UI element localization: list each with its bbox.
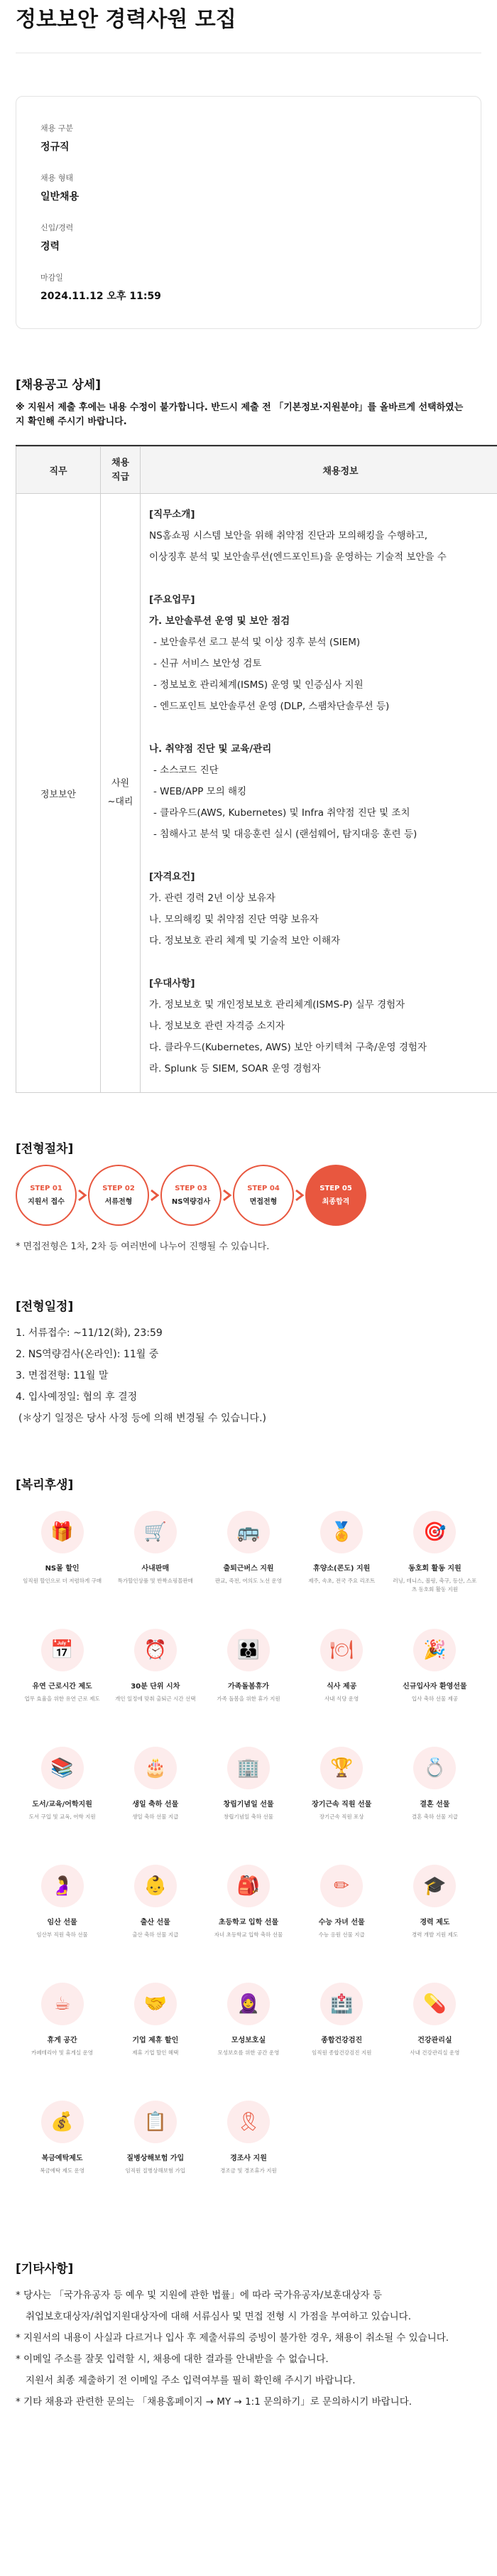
benefit-title: 모성보호실 [231,2037,266,2044]
arrow-right-icon [149,1189,160,1202]
award-icon: 🏆 [320,1747,363,1789]
header-rank [101,447,141,494]
hijab-icon: 🧕 [227,1983,270,2025]
benefit-item [109,1747,202,1865]
benefit-desc: 출산 축하 선물 지급 [132,1931,179,1938]
step-number: STEP 04 [247,1185,280,1192]
preferred-block [149,973,497,1079]
job-intro-block [149,504,497,568]
club-icon: 🎯 [413,1511,456,1553]
benefit-title: 가족돌봄휴가 [228,1683,269,1691]
step-label: NS역량검사 [171,1198,211,1206]
requirements-block [149,866,497,952]
benefit-desc: 가족 돌봄을 위한 휴가 지원 [217,1696,280,1702]
benefit-desc: 임직원 질병상해보험 가입 [125,2167,186,2174]
etc-item: * 지원서의 내용이 사실과 다르거나 입사 후 제출서류의 증빙이 불가한 경우, 채용이 취소될 수 있습니다. [16,2332,449,2344]
benefit-title: 식사 제공 [327,1683,357,1691]
etc-list [16,2285,481,2441]
benefit-item [202,1629,295,1747]
benefit-title: 질병상해보험 가입 [126,2155,185,2162]
submission-notice: ※ 지원서 제출 후에는 내용 수정이 불가합니다. 반드시 제출 전 「기본정보·지원분야」를 올바르게 선택하였는지 확인해 주시기 바랍니다. [16,402,464,427]
etc-item: * 이메일 주소를 잘못 입력할 시, 채용에 대한 결과를 안내받을 수 없습니다. [16,2354,329,2365]
baby-icon: 👶 [134,1865,177,1907]
detail-line: - 클라우드(AWS, Kubernetes) 및 Infra 취약점 진단 및 조치 [153,807,410,819]
benefit-title: 신규입사자 환영선물 [403,1683,467,1691]
benefit-title: 기업 제휴 할인 [132,2037,179,2044]
benefit-desc: 제휴 기업 할인 혜택 [132,2049,179,2056]
step-competency-test [160,1165,222,1226]
benefit-item [202,2101,295,2219]
detail-line: - 침해사고 분석 및 대응훈련 실시 (랜섬웨어, 탐지대응 훈련 등) [153,829,417,840]
building-icon: 🏢 [227,1747,270,1789]
benefit-desc: 임직원 할인으로 더 저렴하게 구매 [23,1578,102,1584]
insurance-icon: 📋 [134,2101,177,2143]
benefit-item [295,1629,388,1747]
benefit-item [295,1747,388,1865]
detail-line: - 정보보호 관리체계(ISMS) 운영 및 인증심사 지원 [153,679,364,691]
benefit-item [388,1983,481,2101]
wedding-icon: 💍 [413,1747,456,1789]
info-employment-type [40,122,457,153]
benefit-title: 생일 축하 선물 [132,1801,179,1809]
benefit-desc: 자녀 초등학교 입학 축하 선물 [214,1931,283,1938]
benefit-desc: 사내 식당 운영 [324,1696,359,1702]
benefits-grid [16,1511,481,2219]
arrow-right-icon [294,1189,305,1202]
step-application [16,1165,77,1226]
benefit-title: 동호회 활동 지원 [408,1565,462,1573]
step-interview [233,1165,294,1226]
detail-line: - 엔드포인트 보안솔루션 운영 (DLP, 스팸차단솔루션 등) [153,701,390,712]
benefit-item [295,1865,388,1983]
benefit-desc: 창립기념일 축하 선물 [223,1814,273,1820]
benefit-item [16,1629,109,1747]
benefit-desc: 생일 축하 선물 지급 [132,1814,179,1820]
benefit-desc: 카페테리아 및 휴게실 운영 [31,2049,94,2056]
detail-line: - 보안솔루션 로그 분석 및 이상 징후 분석 (SIEM) [153,637,361,648]
detail-line: - WEB/APP 모의 해킹 [153,786,247,797]
step-label: 최종합격 [322,1198,350,1206]
benefit-item [202,1747,295,1865]
block-subheading: 나. 취약점 진단 및 교육/관리 [149,743,272,755]
job-table-container[interactable] [16,445,497,1093]
benefit-desc: 결혼 축하 선물 지급 [411,1814,458,1820]
benefit-title: 출산 선물 [140,1919,170,1926]
cell-role: 정보보안 [16,494,101,1093]
benefit-title: 출퇴근버스 지원 [223,1565,274,1573]
benefit-item [16,1865,109,1983]
gift-icon: 🎁 [41,1511,84,1553]
detail-line: 이상징후 분석 및 보안솔루션(엔드포인트)을 운영하는 기술적 보안을 수 [149,551,447,563]
job-table [16,446,497,1093]
benefit-item [388,1511,481,1629]
benefit-item [202,1511,295,1629]
benefit-title: 결혼 선물 [420,1801,450,1809]
arrow-right-icon [222,1189,233,1202]
header-rank-label: 채용 직급 [111,457,130,483]
benefit-desc: 도서 구입 및 교육, 어학 지원 [28,1814,96,1820]
rank-line: ~대리 [107,797,133,807]
block-heading: [자격요건] [149,871,195,883]
cell-rank [101,494,141,1093]
arrow-right-icon [77,1189,88,1202]
main-duties-block [149,589,497,717]
benefit-desc: 수능 응원 선물 지급 [318,1931,365,1938]
info-career-level [40,222,457,253]
detail-line: - 소스코드 진단 [153,765,219,776]
handshake-icon: 🤝 [134,1983,177,2025]
details-section-title: [채용공고 상세] [16,378,101,392]
benefit-desc: 경력 개발 지원 제도 [411,1931,458,1938]
block-subheading: 가. 보안솔루션 운영 및 보안 점검 [149,615,290,627]
etc-item: * 기타 채용과 관련한 문의는 「채용홈페이지 → MY → 1:1 문의하기」로 문의하시기 바랍니다. [16,2396,413,2408]
process-note: * 면접전형은 1차, 2차 등 여러번에 나누어 진행될 수 있습니다. [16,1241,270,1252]
benefit-title: 초등학교 입학 선물 [218,1919,279,1926]
benefit-item [16,1983,109,2101]
cart-icon: 🛒 [134,1511,177,1553]
detail-line: NS홈쇼핑 시스템 보안을 위해 취약점 진단과 모의해킹을 수행하고, [149,530,428,541]
benefit-item [109,2101,202,2219]
benefit-item [109,1865,202,1983]
step-number: STEP 01 [30,1185,62,1192]
cake-icon: 🎂 [134,1747,177,1789]
benefit-desc: 장기근속 직원 포상 [319,1814,364,1820]
benefit-item [202,1983,295,2101]
benefit-title: 종합건강검진 [321,2037,363,2044]
block-heading: [우대사항] [149,978,195,989]
cell-job-details [141,494,497,1093]
step-final-pass [305,1165,366,1226]
schedule-section-title: [전형일정] [16,1300,74,1314]
benefit-item [295,1511,388,1629]
detail-line: 다. 정보보호 관리 체계 및 기술적 보안 이해자 [149,935,341,947]
info-label: 마감일 [40,273,63,282]
benefit-item [109,1629,202,1747]
benefit-desc: 복금예탁 제도 운영 [40,2167,84,2174]
benefit-title: 건강관리실 [417,2037,452,2044]
condolence-icon: 🎗 [227,2101,270,2143]
benefit-desc: 임산부 직원 축하 선물 [36,1931,88,1938]
medal-icon: 🏅 [320,1511,363,1553]
info-value: 2024.11.12 오후 11:59 [40,291,161,302]
benefit-title: 30분 단위 시차 [131,1683,180,1691]
benefit-desc: 임직원 종합건강검진 지원 [311,2049,372,2056]
health-icon: 💊 [413,1983,456,2025]
info-label: 신입/경력 [40,223,74,232]
benefit-item [16,1511,109,1629]
benefit-title: 창립기념일 선물 [223,1801,274,1809]
welcome-icon: 🎉 [413,1629,456,1671]
calendar-icon: 📅 [41,1629,84,1671]
process-steps [16,1165,481,1226]
benefit-item [202,1865,295,1983]
benefit-desc: 러닝, 테니스, 볼링, 축구, 등산, 스포츠 동호회 활동 지원 [393,1578,477,1593]
info-hiring-type [40,172,457,203]
job-info-card [16,96,481,329]
step-number: STEP 03 [175,1185,207,1192]
benefit-item [109,1511,202,1629]
benefit-item [295,1983,388,2101]
schedule-list [16,1322,481,1429]
step-label: 지원서 접수 [28,1198,65,1206]
school-icon: 🎒 [227,1865,270,1907]
bus-icon: 🚌 [227,1511,270,1553]
detail-line: 가. 정보보호 및 개인정보보호 관리체계(ISMS-P) 실무 경험자 [149,999,405,1011]
info-label: 채용 형태 [40,173,74,183]
family-icon: 👪 [227,1629,270,1671]
benefit-title: NS몰 할인 [45,1565,80,1573]
etc-section-title: [기타사항] [16,2262,74,2276]
block-heading: [주요업무] [149,594,195,605]
clock-icon: ⏰ [134,1629,177,1671]
detail-line: 가. 관련 경력 2년 이상 보유자 [149,893,275,904]
step-number: STEP 02 [102,1185,135,1192]
vulnerability-block [149,738,497,845]
process-section-title: [전형절차] [16,1142,74,1156]
rank-line: 사원 [111,778,130,789]
benefit-desc: 특가할인상품 및 반짝쇼핑몰판매 [117,1578,193,1584]
step-number: STEP 05 [320,1185,352,1192]
grad-icon: 🎓 [413,1865,456,1907]
info-value: 일반채용 [40,191,80,203]
book-icon: 📚 [41,1747,84,1789]
benefit-title: 경력 제도 [420,1919,450,1926]
benefit-item [109,1983,202,2101]
header-role: 직무 [16,447,101,494]
block-heading: [직무소개] [149,509,195,520]
etc-item: 지원서 최종 제출하기 전 이메일 주소 입력여부를 필히 확인해 주시기 바랍니다. [26,2375,356,2386]
benefit-title: 복금예탁제도 [41,2155,83,2162]
benefit-title: 휴양소(콘도) 지원 [313,1565,371,1573]
step-label: 서류전형 [104,1198,133,1206]
benefit-desc: 경조금 및 경조휴가 지원 [220,2167,277,2174]
benefit-title: 휴게 공간 [47,2037,77,2044]
benefit-desc: 개인 일정에 맞춰 출퇴근 시간 선택 [115,1696,196,1702]
benefit-item [388,1747,481,1865]
detail-line: - 신규 서비스 보안성 검토 [153,658,262,669]
info-value: 정규직 [40,141,70,153]
schedule-item: 4. 입사예정일: 협의 후 결정 [16,1391,138,1403]
detail-line: 나. 정보보호 관련 자격증 소지자 [149,1020,285,1032]
savings-icon: 💰 [41,2101,84,2143]
page-title: 정보보안 경력사원 모집 [16,7,236,32]
step-label: 면접전형 [249,1198,278,1206]
info-label: 채용 구분 [40,124,74,133]
detail-line: 나. 모의해킹 및 취약점 진단 역량 보유자 [149,914,319,925]
benefit-desc: 사내 건강관리실 운영 [410,2049,460,2056]
detail-line: 다. 클라우드(Kubernetes, AWS) 보안 아키텍쳐 구축/운영 경험자 [149,1042,427,1053]
benefit-title: 임산 선물 [47,1919,77,1926]
etc-item: 취업보호대상자/취업지원대상자에 대해 서류심사 및 면접 전형 시 가점을 부여하고 있습니다. [26,2311,412,2322]
schedule-item: 3. 면접전형: 11월 말 [16,1370,109,1381]
benefit-desc: 업무 효율을 위한 유연 근로 제도 [24,1696,100,1702]
schedule-note: (＊상기 일정은 당사 사정 등에 의해 변경될 수 있습니다.) [18,1413,266,1424]
benefit-item [388,1865,481,1983]
benefit-title: 장기근속 직원 선물 [312,1801,372,1809]
benefit-desc: 제주, 속초, 전국 주요 리조트 [308,1578,376,1584]
hospital-icon: 🏥 [320,1983,363,2025]
benefit-title: 경조사 지원 [230,2155,267,2162]
benefit-title: 도서/교육/어학지원 [32,1801,92,1809]
benefit-desc: 판교, 죽전, 여의도 노선 운영 [214,1578,282,1584]
benefit-item [16,2101,109,2219]
cup-icon: ☕ [41,1983,84,2025]
table-row [16,494,497,1093]
meal-icon: 🍽 [320,1629,363,1671]
benefit-title: 유연 근로시간 제도 [32,1683,92,1691]
header-info: 채용정보 [141,447,497,494]
schedule-item: 2. NS역량검사(온라인): 11월 중 [16,1349,159,1360]
benefit-desc: 모성보호를 위한 공간 운영 [217,2049,280,2056]
info-value: 경력 [40,241,60,252]
detail-line: 라. Splunk 등 SIEM, SOAR 운영 경험자 [149,1063,321,1074]
etc-item: * 당사는 「국가유공자 등 예우 및 지원에 관한 법률」에 따라 국가유공자/보훈대상자 등 [16,2290,382,2301]
schedule-item: 1. 서류접수: ~11/12(화), 23:59 [16,1327,163,1339]
benefit-item [16,1747,109,1865]
exam-icon: ✏ [320,1865,363,1907]
benefit-title: 사내판매 [141,1565,170,1573]
benefit-title: 수능 자녀 선물 [318,1919,365,1926]
pregnant-icon: 🤰 [41,1865,84,1907]
info-deadline [40,271,457,303]
step-document-screening [88,1165,149,1226]
benefit-desc: 입사 축하 선물 제공 [411,1696,458,1702]
benefit-item [388,1629,481,1747]
benefits-section-title: [복리후생] [16,1478,74,1492]
